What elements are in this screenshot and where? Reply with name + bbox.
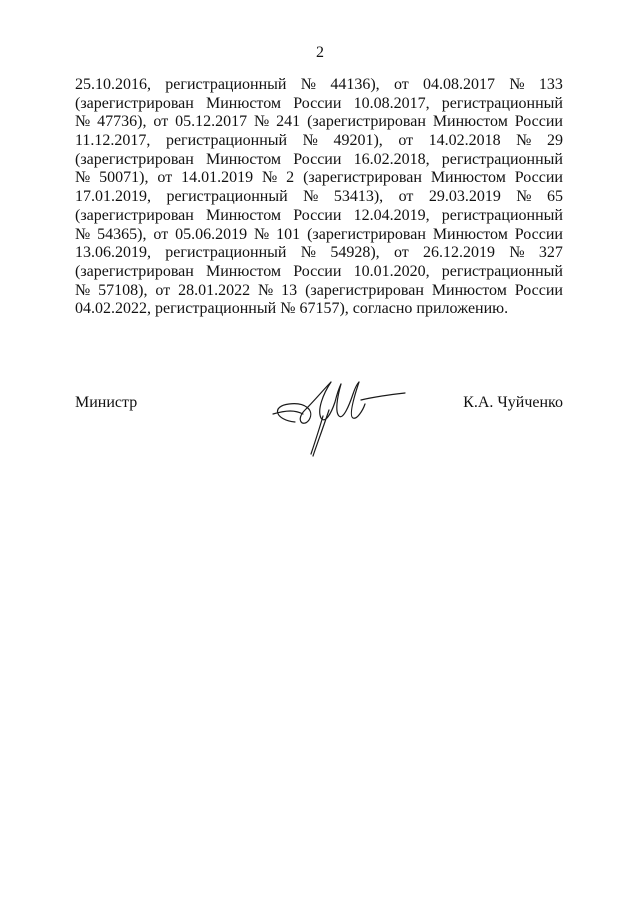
word: 101 [276, 225, 301, 243]
word: Минюстом [431, 281, 507, 299]
signer-position: Министр [75, 394, 138, 411]
word: 14.02.2018 [428, 132, 501, 150]
word: Минюстом [432, 225, 508, 243]
word: Минюстом [206, 206, 282, 224]
word: от [153, 225, 169, 243]
word: приложению. [416, 300, 509, 318]
text-line [75, 151, 563, 170]
word: № [280, 300, 296, 318]
word: 327 [538, 244, 563, 262]
word: 133 [538, 76, 563, 93]
word: 28.01.2022 [178, 281, 251, 299]
word: России [514, 113, 563, 131]
word: № [509, 244, 525, 262]
handwritten-signature [265, 370, 415, 460]
word: регистрационный [166, 188, 288, 206]
word: № [258, 281, 274, 299]
word: Минюстом [206, 262, 282, 280]
word: № [262, 169, 278, 187]
body-paragraph [75, 76, 563, 319]
word: регистрационный [155, 300, 277, 318]
word: от [393, 76, 409, 93]
word: от [398, 188, 414, 206]
word: регистрационный [441, 150, 563, 168]
word: России [293, 206, 342, 224]
word: согласно [352, 300, 413, 318]
text-line [75, 132, 563, 151]
word: № [75, 169, 91, 187]
signature-block [75, 370, 563, 460]
text-line [75, 263, 563, 282]
word: (зарегистрирован [305, 281, 424, 299]
word: (зарегистрирован [307, 225, 426, 243]
word: 11.12.2017, [75, 132, 151, 150]
word: России [514, 169, 563, 187]
word: № [254, 225, 270, 243]
word: от [153, 113, 169, 131]
word: 67157), [299, 300, 349, 318]
word: Минюстом [206, 94, 282, 112]
word: России [514, 225, 563, 243]
word: России [293, 262, 342, 280]
word: Минюстом [206, 150, 282, 168]
word: регистрационный [441, 206, 563, 224]
word: 14.01.2019 [181, 169, 254, 187]
word: (зарегистрирован [75, 150, 194, 168]
word: 29 [546, 132, 563, 150]
word: № [302, 132, 318, 150]
word: 50071), [99, 169, 149, 187]
text-line [75, 207, 563, 226]
word: России [293, 150, 342, 168]
text-line [75, 188, 563, 207]
word: 05.12.2017 [175, 113, 248, 131]
word: 54928), [330, 244, 380, 262]
text-line [75, 76, 563, 95]
word: № [75, 281, 91, 299]
text-line [75, 95, 563, 114]
word: регистрационный [441, 262, 563, 280]
word: 53413), [333, 188, 384, 206]
word: 47736), [97, 113, 147, 131]
word: 17.01.2019, [75, 188, 151, 206]
word: 13 [281, 281, 298, 299]
word: 57108), [98, 281, 148, 299]
word: № [300, 76, 317, 93]
signature-stroke [311, 416, 323, 454]
word: (зарегистрирован [307, 113, 426, 131]
signature-stroke [337, 382, 359, 417]
word: Минюстом [432, 113, 508, 131]
word: № [75, 113, 91, 131]
word: регистрационный [441, 94, 563, 112]
word: № [300, 244, 317, 262]
word: № [254, 113, 270, 131]
word: 49201), [333, 132, 383, 150]
word: (зарегистрирован [75, 262, 194, 280]
word: 25.10.2016, [75, 76, 151, 93]
word: регистрационный [165, 132, 288, 150]
word: 65 [547, 188, 563, 206]
word: 2 [286, 169, 295, 187]
word: 10.08.2017, [353, 94, 430, 112]
word: от [155, 281, 171, 299]
word: Минюстом [430, 169, 506, 187]
text-line [75, 169, 563, 188]
word: № [75, 225, 91, 243]
text-line [75, 113, 563, 132]
word: 241 [276, 113, 301, 131]
text-line [75, 282, 563, 301]
word: от [157, 169, 173, 187]
word: 12.04.2019, [353, 206, 430, 224]
word: от [398, 132, 414, 150]
word: (зарегистрирован [75, 94, 194, 112]
word: 16.02.2018, [353, 150, 430, 168]
text-line [75, 300, 563, 319]
word: № [516, 188, 532, 206]
word: 04.08.2017 [423, 76, 496, 93]
word: № [516, 132, 532, 150]
signer-name: К.А. Чуйченко [463, 394, 563, 411]
word: (зарегистрирован [75, 206, 194, 224]
text-line [75, 244, 563, 263]
word: 44136), [330, 76, 380, 93]
text-line [75, 226, 563, 245]
word: 54365), [97, 225, 147, 243]
word: 05.06.2019 [175, 225, 248, 243]
word: России [293, 94, 342, 112]
word: № [509, 76, 525, 93]
word: России [514, 281, 563, 299]
word: 29.03.2019 [428, 188, 501, 206]
word: 10.01.2020, [353, 262, 430, 280]
word: № [303, 188, 319, 206]
word: (зарегистрирован [303, 169, 422, 187]
word: от [393, 244, 409, 262]
word: регистрационный [165, 76, 287, 93]
word: 13.06.2019, [75, 244, 151, 262]
signature-stroke [361, 393, 405, 400]
word: регистрационный [165, 244, 287, 262]
word: 26.12.2019 [423, 244, 496, 262]
word: 04.02.2022, [75, 300, 151, 318]
page-number: 2 [316, 44, 324, 61]
